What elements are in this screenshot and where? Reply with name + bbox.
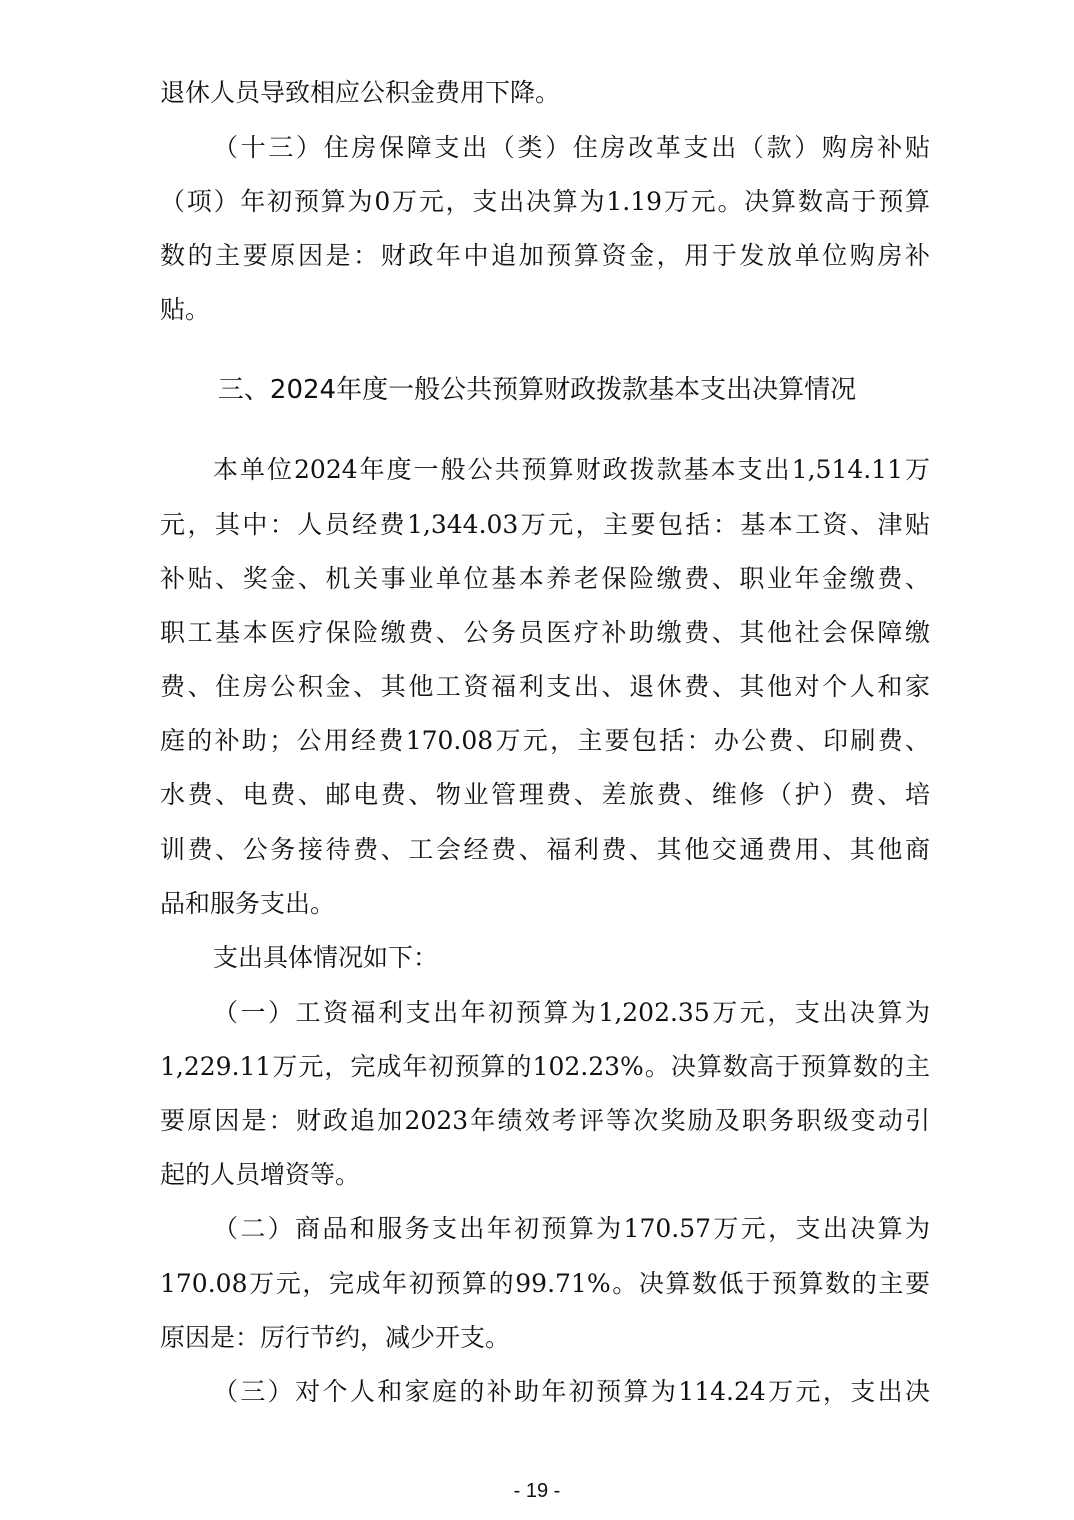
page-number: - 19 - [513, 1480, 561, 1502]
paragraph-line: 支出具体情况如下： [213, 943, 439, 972]
paragraph-line: 职工基本医疗保险缴费、公务员医疗补助缴费、其他社会保障缴 [160, 618, 930, 647]
paragraph-line: 训费、公务接待费、工会经费、福利费、其他交通费用、其他商 [160, 835, 930, 864]
paragraph-line: 170.08万元，完成年初预算的99.71%。决算数低于预算数的主要 [160, 1269, 930, 1298]
paragraph-line: 贴。 [160, 295, 211, 324]
paragraph-line: 数的主要原因是：财政年中追加预算资金，用于发放单位购房补 [160, 241, 930, 270]
paragraph-line: 元，其中：人员经费1,344.03万元，主要包括：基本工资、津贴 [160, 510, 930, 539]
paragraph-line: 品和服务支出。 [160, 889, 336, 918]
paragraph-line: 本单位2024年度一般公共预算财政拨款基本支出1,514.11万 [213, 455, 930, 484]
paragraph-line: 庭的补助；公用经费170.08万元，主要包括：办公费、印刷费、 [160, 726, 930, 755]
paragraph-line: （一）工资福利支出年初预算为1,202.35万元，支出决算为 [213, 998, 930, 1027]
paragraph-line: 费、住房公积金、其他工资福利支出、退休费、其他对个人和家 [160, 672, 930, 701]
paragraph-line: 退休人员导致相应公积金费用下降。 [160, 78, 561, 107]
paragraph-line: （三）对个人和家庭的补助年初预算为114.24万元，支出决 [213, 1377, 930, 1406]
paragraph-line: 水费、电费、邮电费、物业管理费、差旅费、维修（护）费、培 [160, 780, 930, 809]
paragraph-line: 要原因是：财政追加2023年绩效考评等次奖励及职务职级变动引 [160, 1106, 930, 1135]
paragraph-line: （十三）住房保障支出（类）住房改革支出（款）购房补贴 [213, 133, 930, 162]
paragraph-line: 起的人员增资等。 [160, 1160, 361, 1189]
paragraph-line: （项）年初预算为0万元，支出决算为1.19万元。决算数高于预算 [160, 187, 930, 216]
paragraph-line: 1,229.11万元，完成年初预算的102.23%。决算数高于预算数的主 [160, 1052, 930, 1081]
section-heading: 三、2024年度一般公共预算财政拨款基本支出决算情况 [217, 375, 857, 405]
paragraph-line: 补贴、奖金、机关事业单位基本养老保险缴费、职业年金缴费、 [160, 564, 930, 593]
paragraph-line: 原因是：厉行节约，减少开支。 [160, 1323, 511, 1352]
paragraph-line: （二）商品和服务支出年初预算为170.57万元，支出决算为 [213, 1214, 930, 1243]
